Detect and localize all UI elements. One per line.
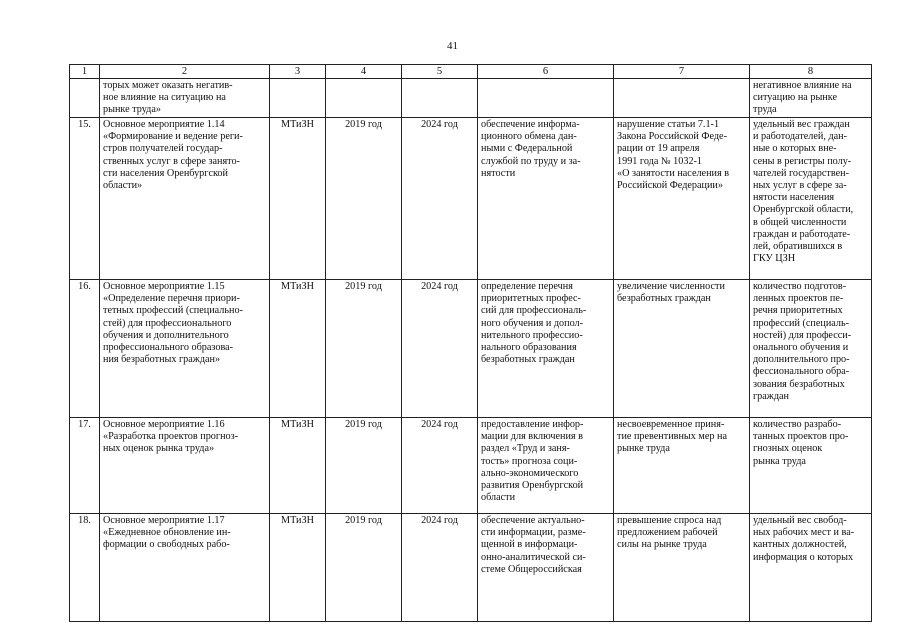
column-number-row bbox=[70, 65, 872, 79]
column-header: 8 bbox=[750, 65, 872, 79]
indicator: негативное влияние на ситуацию на рынке труда bbox=[750, 79, 872, 118]
executor: МТиЗН bbox=[270, 418, 326, 514]
start-year: 2019 год bbox=[326, 418, 402, 514]
activity-name: Основное мероприятие 1.17 «Ежедневное обновление ин- формации о свободных рабо- bbox=[100, 514, 270, 622]
column-header: 2 bbox=[100, 65, 270, 79]
table-row bbox=[70, 418, 872, 514]
row-number: 15. bbox=[70, 118, 100, 280]
row-number: 18. bbox=[70, 514, 100, 622]
start-year: 2019 год bbox=[326, 280, 402, 418]
expected-result: обеспечение актуально- сти информации, разме- щенной в информаци- онно-аналитической си- стеме Общероссийская bbox=[478, 514, 614, 622]
executor: МТиЗН bbox=[270, 514, 326, 622]
table-row bbox=[70, 118, 872, 280]
column-header: 7 bbox=[614, 65, 750, 79]
end-year: 2024 год bbox=[402, 280, 478, 418]
table-row bbox=[70, 514, 872, 622]
expected-result: обеспечение информа- ционного обмена дан- ными с Федеральной службой по труду и за- нятости bbox=[478, 118, 614, 280]
end-year: 2024 год bbox=[402, 418, 478, 514]
row-number: 16. bbox=[70, 280, 100, 418]
consequence bbox=[614, 79, 750, 118]
executor: МТиЗН bbox=[270, 118, 326, 280]
column-header: 1 bbox=[70, 65, 100, 79]
column-header: 4 bbox=[326, 65, 402, 79]
column-header: 6 bbox=[478, 65, 614, 79]
expected-result: определение перечня приоритетных профес- сий для профессиональ- ного обучения и допол- нительного профессио- нального образования безработных граждан bbox=[478, 280, 614, 418]
executor bbox=[270, 79, 326, 118]
end-year: 2024 год bbox=[402, 118, 478, 280]
indicator: удельный вес граждан и работодателей, дан- ные о которых вне- сены в регистры полу- чателей государствен- ных услуг в сфере за- нятости населения Оренбургской области, в общей численности граждан и работодате- лей, обратившихся в ГКУ ЦЗН bbox=[750, 118, 872, 280]
column-header: 3 bbox=[270, 65, 326, 79]
column-header: 5 bbox=[402, 65, 478, 79]
start-year bbox=[326, 79, 402, 118]
expected-result bbox=[478, 79, 614, 118]
start-year: 2019 год bbox=[326, 514, 402, 622]
table-row-continuation bbox=[70, 79, 872, 118]
activity-name: торых может оказать негатив- ное влияние на ситуацию на рынке труда» bbox=[100, 79, 270, 118]
executor: МТиЗН bbox=[270, 280, 326, 418]
activities-table bbox=[69, 64, 872, 622]
activity-name: Основное мероприятие 1.16 «Разработка проектов прогноз- ных оценок рынка труда» bbox=[100, 418, 270, 514]
indicator: удельный вес свобод- ных рабочих мест и ва- кантных должностей, информация о которых bbox=[750, 514, 872, 622]
consequence: несвоевременное приня- тие превентивных мер на рынке труда bbox=[614, 418, 750, 514]
row-number: 17. bbox=[70, 418, 100, 514]
indicator: количество подготов- ленных проектов пе- речня приоритетных профессий (специаль- ностей) для професси- онального обучения и дополнительного про- фессионального обра- зования безработных граждан bbox=[750, 280, 872, 418]
start-year: 2019 год bbox=[326, 118, 402, 280]
end-year: 2024 год bbox=[402, 514, 478, 622]
consequence: увеличение численности безработных граждан bbox=[614, 280, 750, 418]
row-number bbox=[70, 79, 100, 118]
end-year bbox=[402, 79, 478, 118]
activity-name: Основное мероприятие 1.14 «Формирование и ведение реги- стров получателей государ- ственных услуг в сфере занято- сти населения Оренбургской области» bbox=[100, 118, 270, 280]
indicator: количество разрабо- танных проектов про- гнозных оценок рынка труда bbox=[750, 418, 872, 514]
activity-name: Основное мероприятие 1.15 «Определение перечня приори- тетных профессий (специально- стей) для профессионального обучения и дополнительного профессионального образова- ния безработных граждан» bbox=[100, 280, 270, 418]
table-row bbox=[70, 280, 872, 418]
consequence: превышение спроса над предложением рабочей силы на рынке труда bbox=[614, 514, 750, 622]
expected-result: предоставление инфор- мации для включения в раздел «Труд и заня- тость» прогноза соци- ально-экономического развития Оренбургской области bbox=[478, 418, 614, 514]
page-number: 41 bbox=[447, 40, 458, 52]
consequence: нарушение статьи 7.1-1 Закона Российской Феде- рации от 19 апреля 1991 года № 1032-1 «О занятости населения в Российской Федерации» bbox=[614, 118, 750, 280]
